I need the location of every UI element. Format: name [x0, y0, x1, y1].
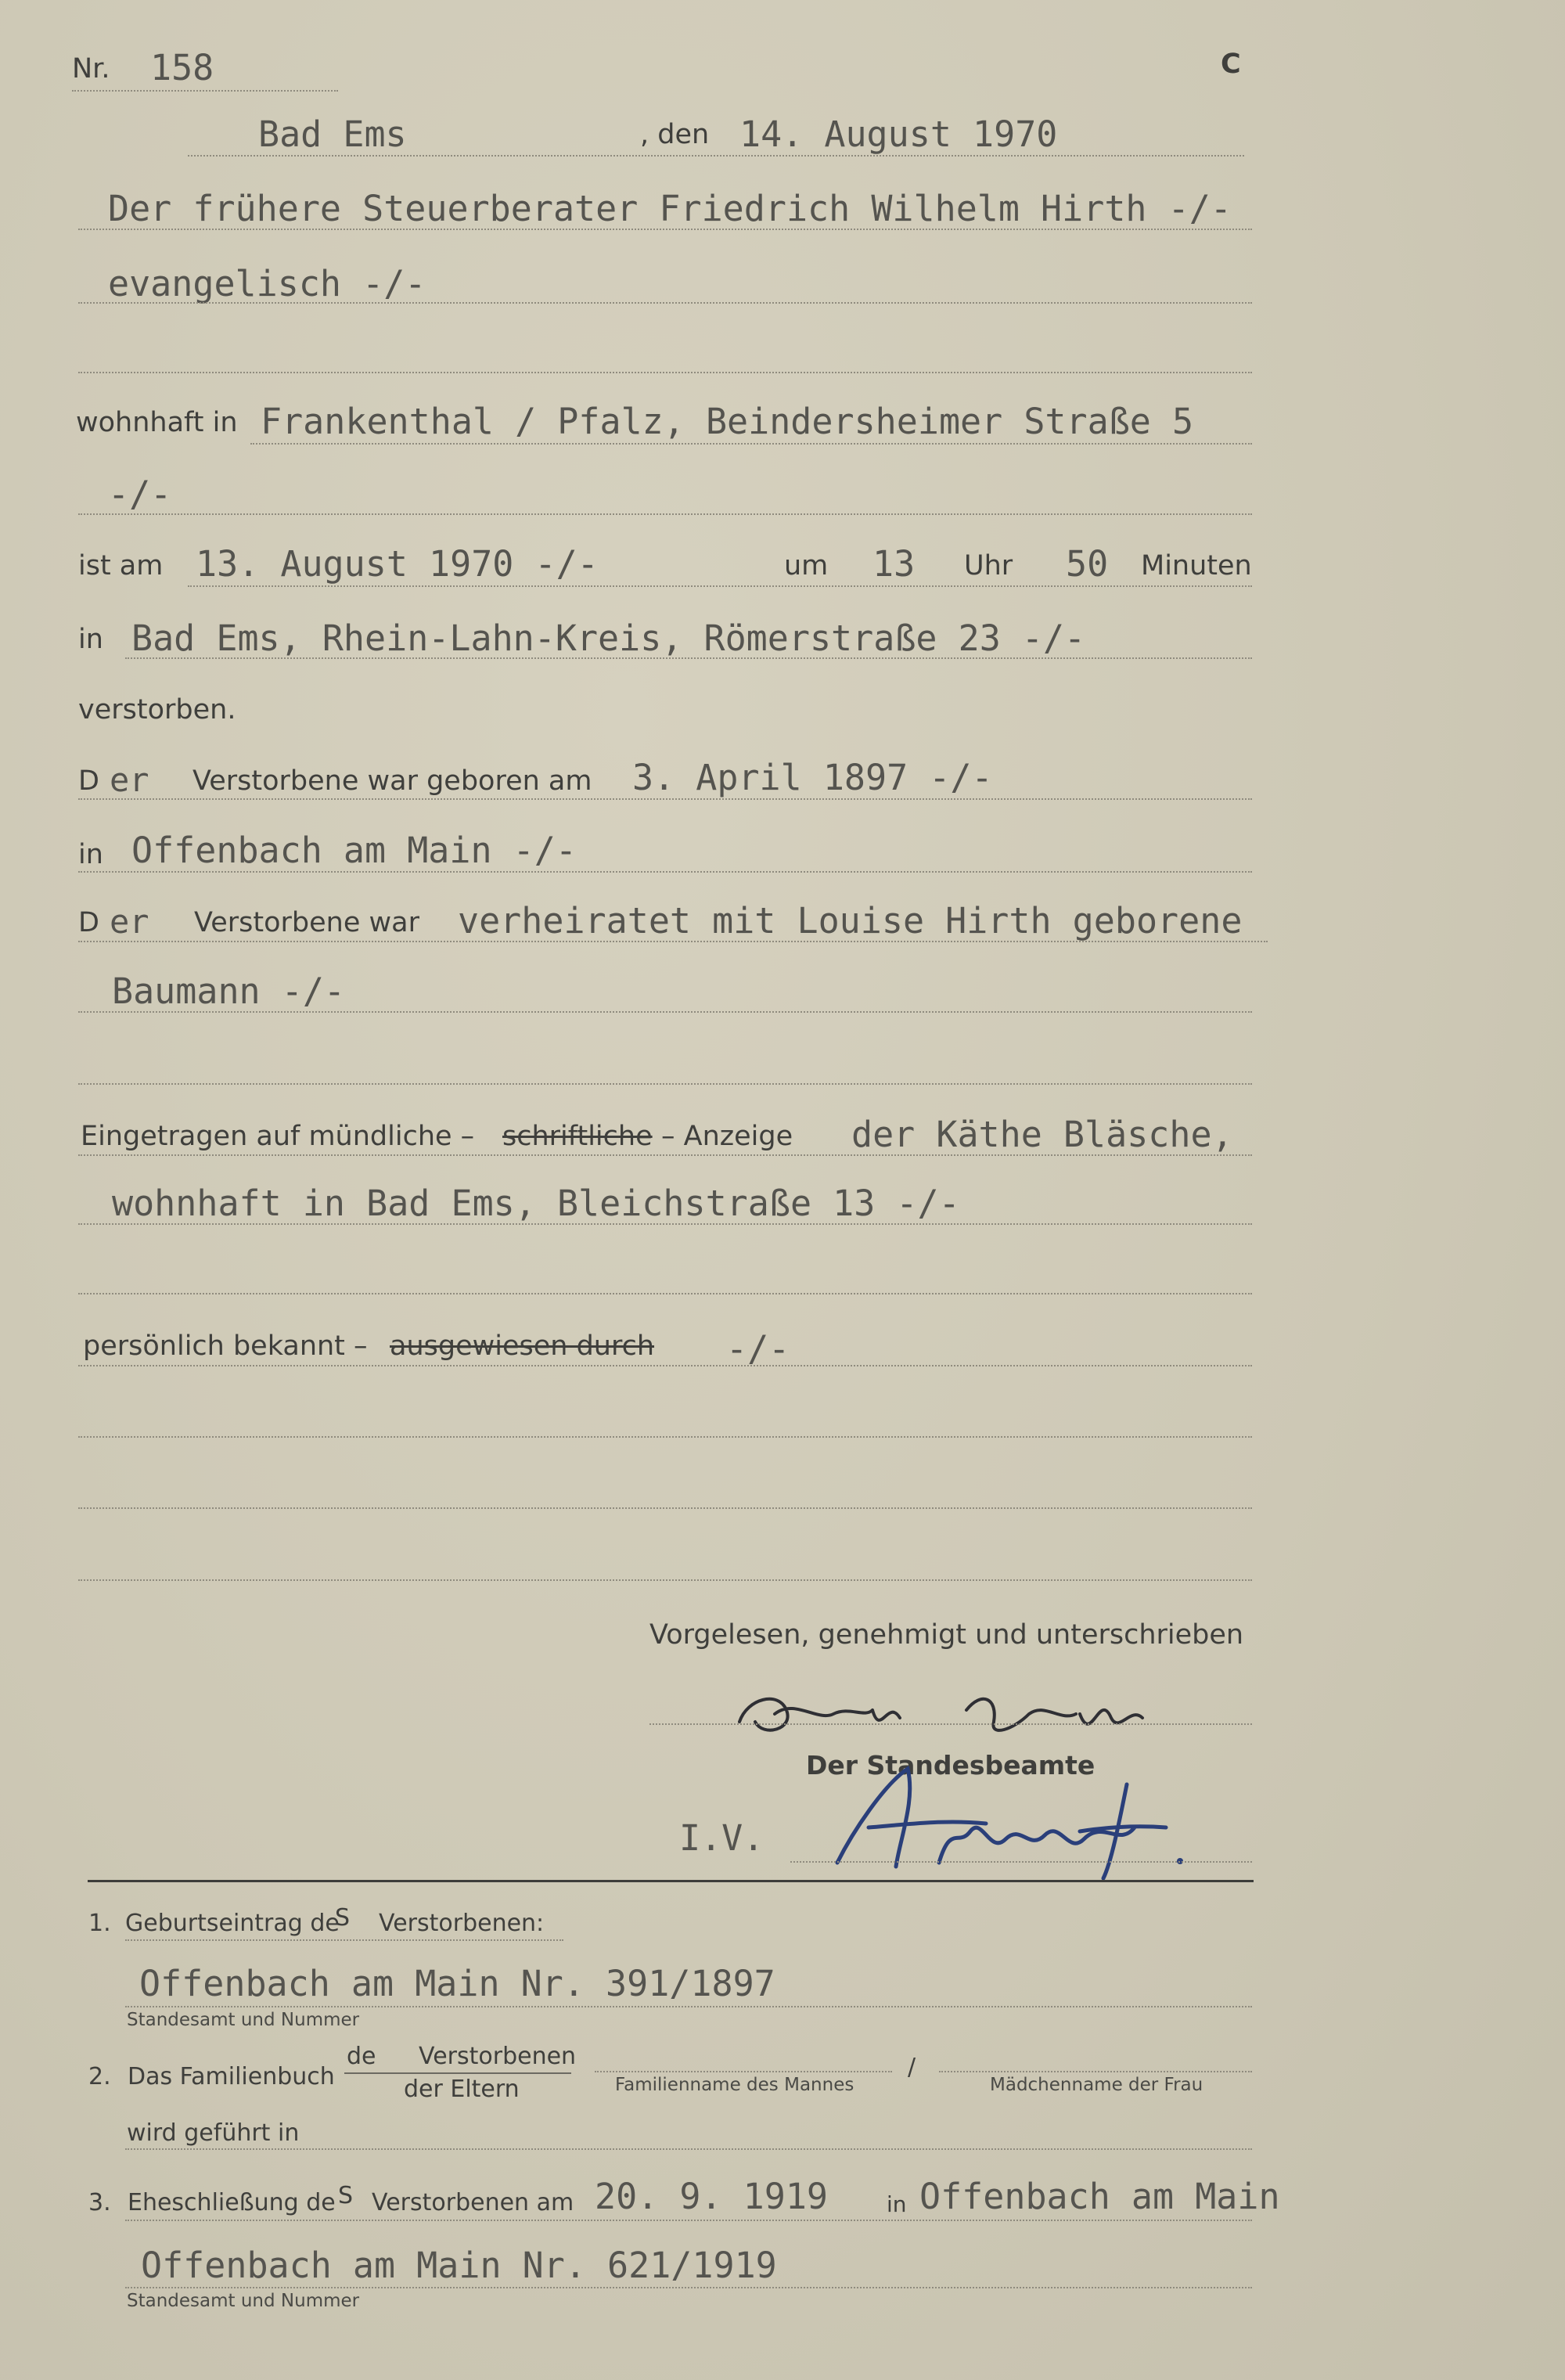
note3-value: Offenbach am Main Nr. 621/1919: [141, 2245, 777, 2286]
certificate-date: 14. August 1970: [739, 113, 1058, 155]
ist-am-label: ist am: [78, 550, 164, 581]
iv-label: I.V.: [679, 1817, 765, 1859]
note1-caption: Standesamt und Nummer: [127, 2010, 360, 2030]
note3-place: Offenbach am Main: [919, 2176, 1280, 2217]
informant-name: der Käthe Bläsche,: [851, 1114, 1233, 1155]
note2-kept-label: wird geführt in: [127, 2119, 300, 2147]
verstorben-label: verstorben.: [78, 694, 236, 726]
note2-husband-caption: Familienname des Mannes: [615, 2075, 854, 2095]
note2-deceased: Verstorbenen: [419, 2043, 577, 2070]
note2-label: Das Familienbuch: [128, 2063, 335, 2090]
informant-address: wohnhaft in Bad Ems, Bleichstraße 13 -/-: [112, 1183, 960, 1224]
note3-label-a: Eheschließung de: [128, 2189, 336, 2216]
spouse-maiden-name: Baumann -/-: [112, 970, 346, 1012]
minuten-label: Minuten: [1141, 550, 1252, 581]
note2-parents: der Eltern: [404, 2076, 520, 2103]
person-description: Der frühere Steuerberater Friedrich Wilhelm Hirth -/-: [108, 188, 1232, 229]
note2-fraction-line: [344, 2072, 571, 2074]
nr-value: 158: [150, 47, 214, 88]
death-in-label: in: [78, 624, 103, 655]
death-minutes: 50: [1066, 543, 1109, 585]
birth-in-label: in: [78, 839, 103, 870]
identification-label: persönlich bekannt –: [83, 1330, 368, 1362]
notes-separator: [88, 1880, 1254, 1882]
read-approved-label: Vorgelesen, genehmigt und unterschrieben: [649, 1619, 1244, 1651]
birth-label: Verstorbene war geboren am: [192, 765, 592, 797]
note3-number: 3.: [88, 2189, 111, 2216]
death-hour: 13: [872, 543, 916, 585]
um-label: um: [784, 550, 829, 581]
birth-date: 3. April 1897 -/-: [632, 757, 993, 798]
nr-underline: [72, 90, 338, 92]
form-code: C: [1221, 49, 1241, 80]
note1-value: Offenbach am Main Nr. 391/1897: [139, 1963, 775, 2004]
note3-caption: Standesamt und Nummer: [127, 2291, 360, 2311]
note3-label-s: S: [338, 2182, 354, 2209]
residence-value: Frankenthal / Pfalz, Beindersheimer Straße 5: [261, 401, 1194, 442]
informant-signature-image: [732, 1675, 1217, 1761]
note3-label-b: Verstorbenen am: [372, 2189, 574, 2216]
note2-wife-caption: Mädchenname der Frau: [990, 2075, 1203, 2095]
death-place: Bad Ems, Rhein-Lahn-Kreis, Römerstraße 23 -/-: [131, 618, 1086, 659]
residence-label: wohnhaft in: [76, 407, 238, 438]
uhr-label: Uhr: [964, 550, 1013, 581]
death-date: 13. August 1970 -/-: [196, 543, 599, 585]
birth-d-prefix: D: [78, 765, 99, 797]
marital-label: Verstorbene war: [194, 907, 419, 938]
note1-label-a: Geburtseintrag de: [125, 1910, 340, 1937]
religion: evangelisch -/-: [108, 263, 426, 304]
note1-number: 1.: [88, 1910, 111, 1937]
note2-de: de: [347, 2043, 376, 2070]
birth-er-suffix: er: [110, 761, 149, 799]
note1-label-b: Verstorbenen:: [379, 1910, 545, 1937]
place: Bad Ems: [258, 113, 407, 155]
den-label: , den: [640, 119, 710, 150]
identification-value: -/-: [726, 1328, 790, 1370]
marital-value: verheiratet mit Louise Hirth geborene: [458, 900, 1243, 942]
note1-label-s: S: [335, 1904, 351, 1932]
note2-slash: /: [908, 2054, 916, 2081]
identification-struck: ausgewiesen durch: [390, 1330, 655, 1362]
registration-label: Eingetragen auf mündliche –: [81, 1121, 475, 1152]
residence-value-2: -/-: [108, 473, 172, 515]
note2-number: 2.: [88, 2063, 111, 2090]
note3-date: 20. 9. 1919: [595, 2176, 829, 2217]
marital-d-prefix: D: [78, 907, 99, 938]
registration-label-end: – Anzeige: [661, 1121, 793, 1152]
marital-er-suffix: er: [110, 902, 149, 941]
registrar-signature-image: [822, 1753, 1197, 1886]
nr-label: Nr.: [72, 53, 110, 85]
note3-in-label: in: [887, 2191, 907, 2217]
birth-place: Offenbach am Main -/-: [131, 830, 577, 871]
registration-struck: schriftliche: [502, 1121, 653, 1152]
registrar-label: Der Standesbeamte: [806, 1750, 1096, 1780]
